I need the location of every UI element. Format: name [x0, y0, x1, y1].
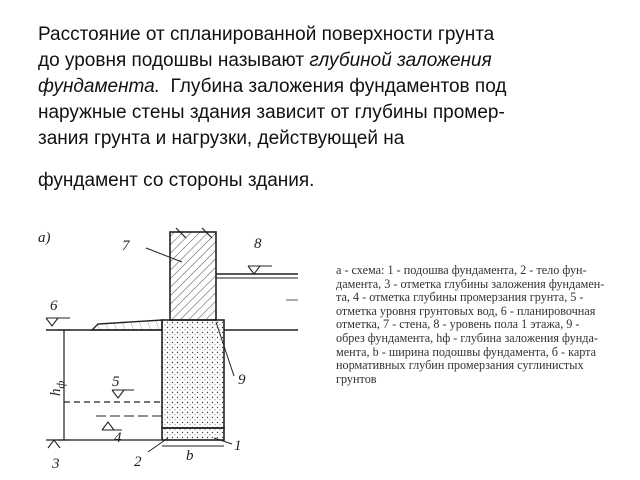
label-7: 7 [122, 238, 130, 254]
foundation-diagram [36, 226, 336, 470]
label-2: 2 [134, 454, 142, 470]
label-8: 8 [254, 236, 262, 252]
mark-6-arrow [46, 318, 58, 326]
caption-line: отметка уровня грунтовых вод, 6 - планировочная [336, 303, 596, 318]
wall [170, 232, 216, 320]
caption-line: отметка, 7 - стена, 8 - уровень пола 1 этажа, 9 - [336, 317, 580, 332]
paragraph-line-3 [38, 74, 618, 100]
figure-label-a: а) [38, 230, 51, 246]
label-6: 6 [50, 298, 58, 314]
label-9: 9 [238, 372, 246, 388]
label-1: 1 [234, 438, 242, 454]
caption-line: дамента, 3 - отметка глубины заложения фундамен- [336, 276, 605, 291]
caption-line: нормативных глубин промерзания суглинистых [336, 358, 584, 373]
figure-caption [336, 264, 606, 386]
label-hf-h: h [48, 388, 64, 396]
label-5: 5 [112, 374, 120, 390]
label-b: b [186, 448, 194, 464]
mark-8-arrow [248, 266, 260, 274]
mark-3-arrow [48, 440, 60, 448]
label-hf-sub: ф [55, 380, 67, 389]
caption-line: та, 4 - отметка глубины промерзания грунта, 5 - [336, 290, 584, 305]
caption-line: мента, b - ширина подошвы фундамента, б - карта [336, 344, 597, 359]
term-foundation: фундамента. [38, 76, 160, 97]
paragraph-line-2-text: до уровня подошвы называют [38, 50, 310, 71]
paragraph-line-4: наружные стены здания зависит от глубины промер- [38, 102, 505, 123]
paragraph-line-3-text: Глубина заложения фундаментов под [160, 76, 507, 97]
foundation-body [162, 320, 224, 428]
paragraph-line-1: Расстояние от спланированной поверхности грунта [38, 24, 495, 45]
paragraph-line-2 [38, 48, 618, 74]
mark-5-arrow [112, 390, 124, 398]
caption-line: а - схема: 1 - подошва фундамента, 2 - тело фун- [336, 263, 587, 277]
term-foundation-depth: глубиной заложения [309, 50, 492, 71]
caption-line: обрез фундамента, hф - глубина заложения фунда- [336, 330, 598, 345]
mark-4-arrow [102, 422, 114, 430]
label-3: 3 [52, 456, 60, 470]
label-4: 4 [114, 430, 122, 446]
blind-area [92, 320, 162, 330]
paragraph-line-5: зания грунта и нагрузки, действующей на [38, 128, 405, 149]
main-paragraph [38, 22, 618, 194]
paragraph-line-6: фундамент со стороны здания. [38, 170, 315, 191]
caption-line: грунтов [336, 371, 377, 386]
